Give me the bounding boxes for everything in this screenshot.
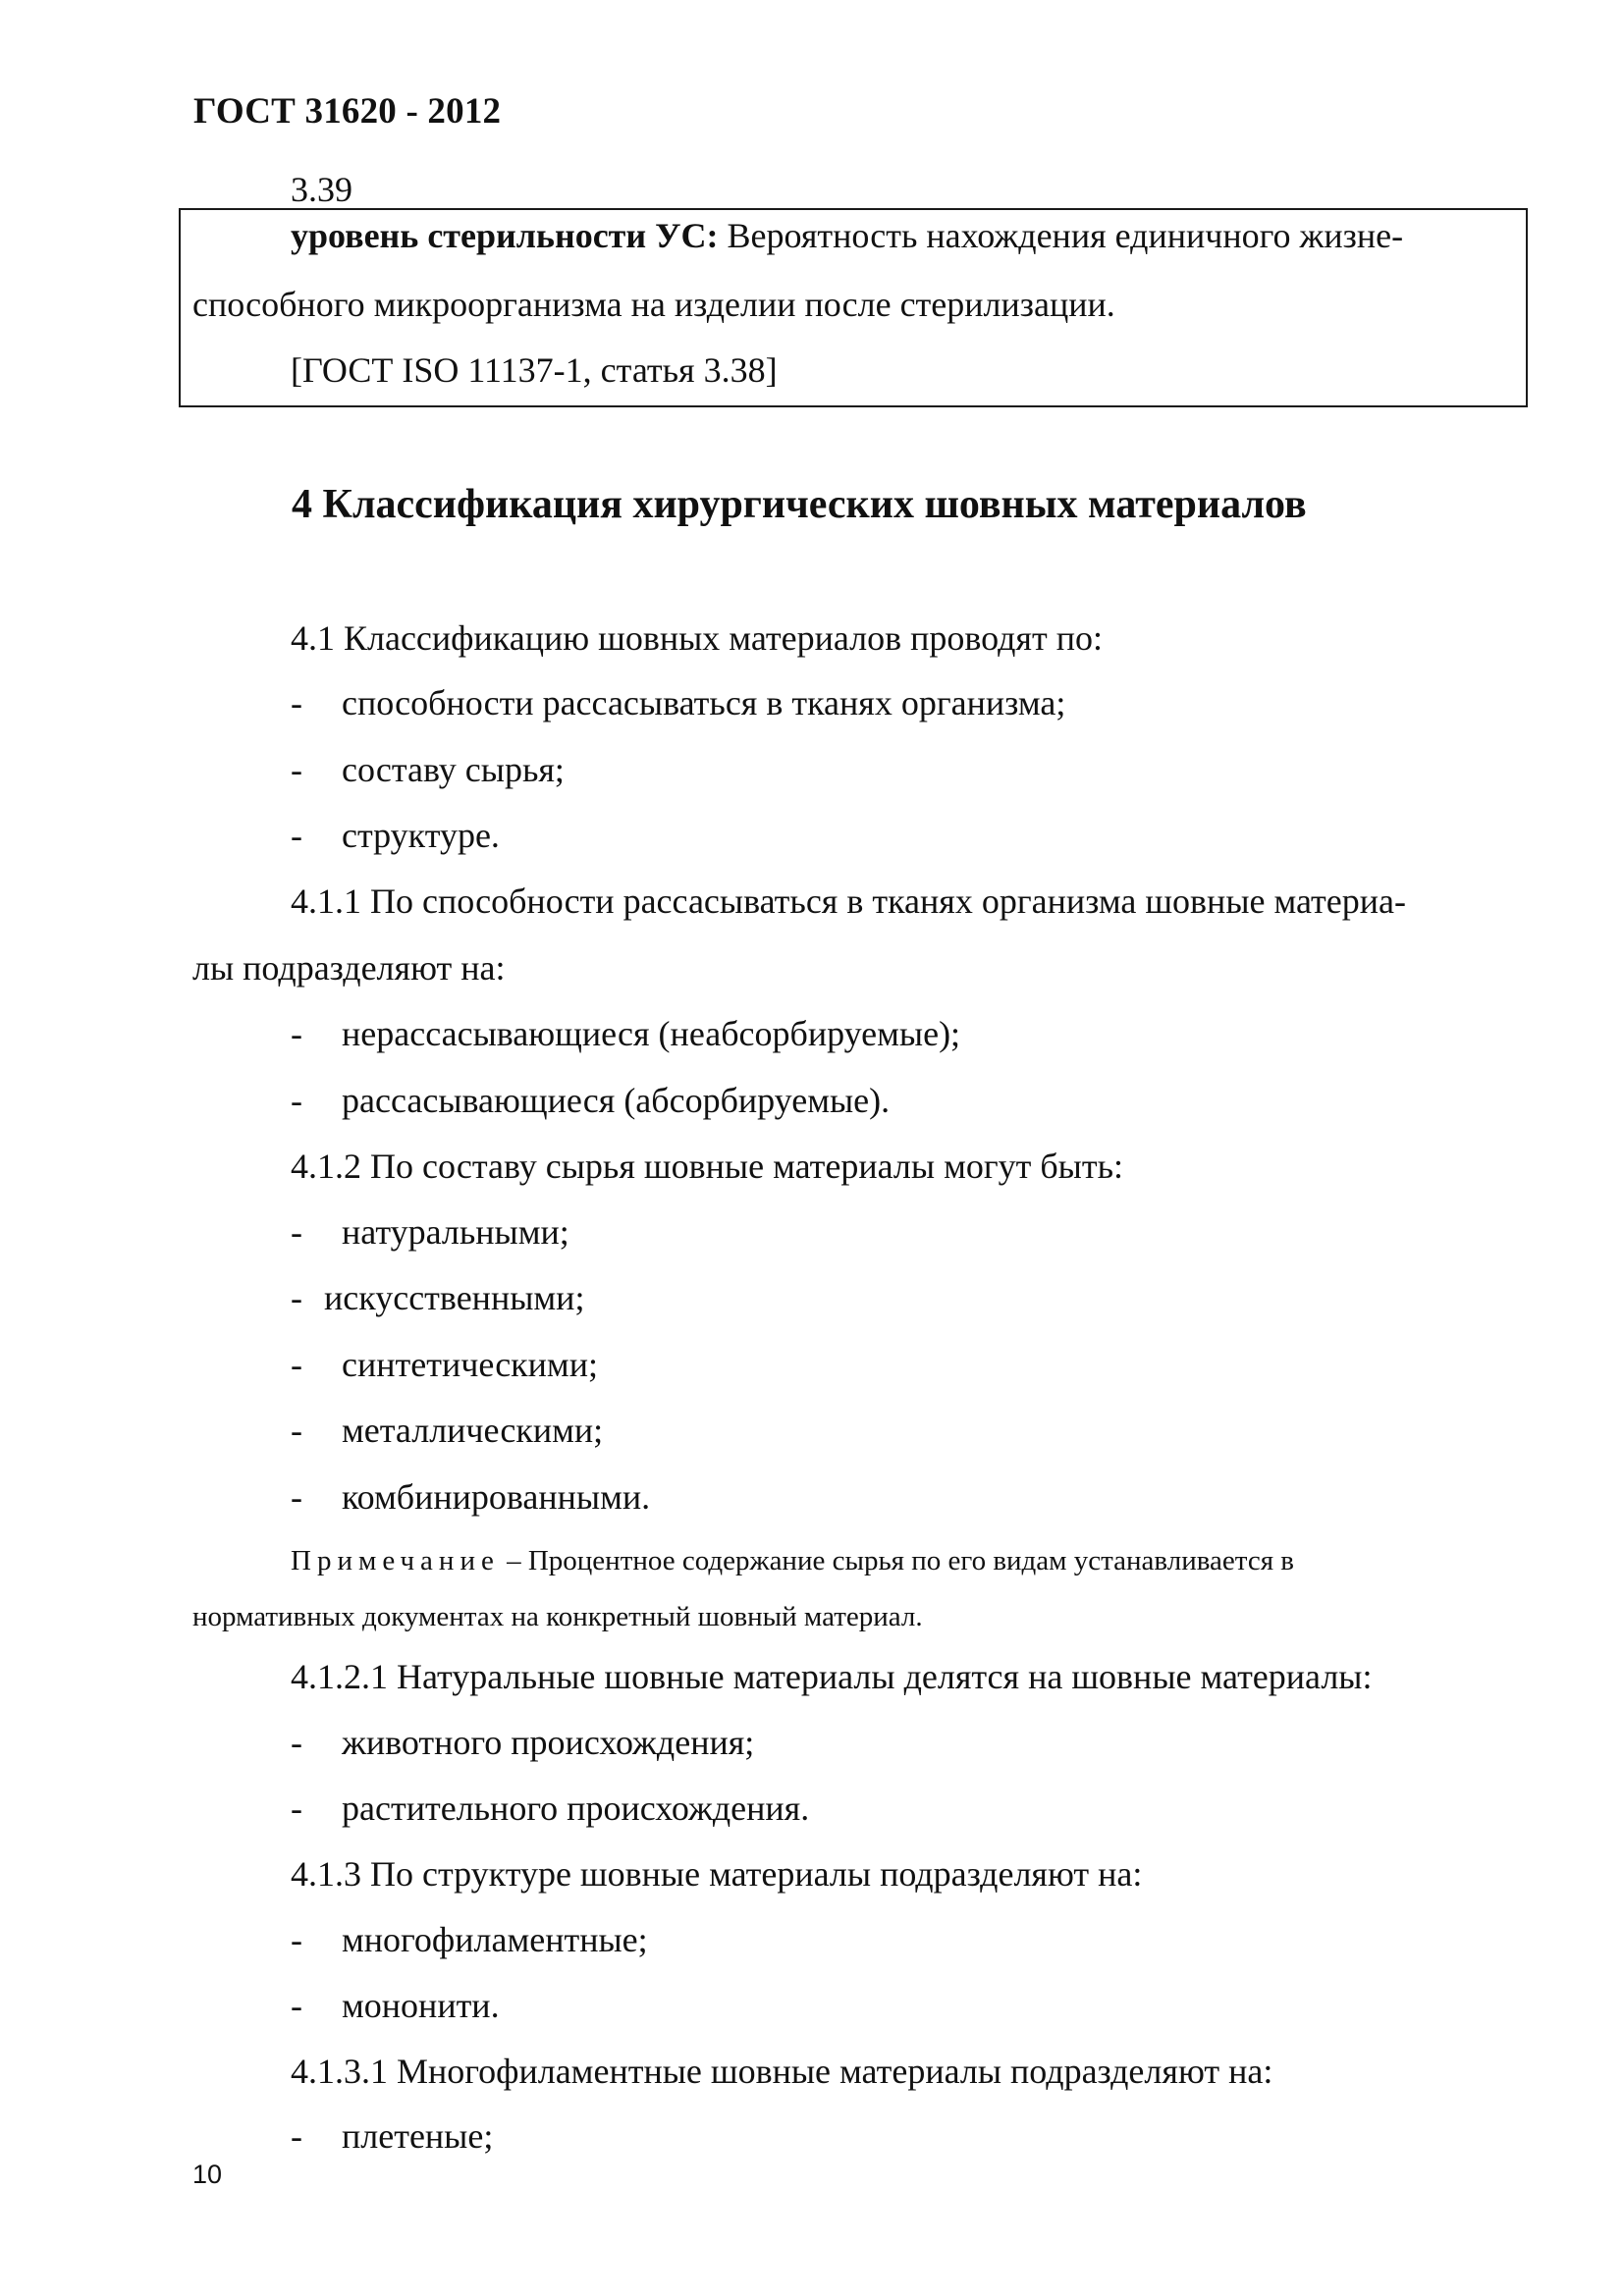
list-dash: - <box>291 2116 302 2156</box>
list-dash: - <box>291 1723 302 1762</box>
clause-number: 3.39 <box>291 170 352 209</box>
list-dash: - <box>291 1014 302 1053</box>
list-dash: - <box>291 1278 302 1317</box>
list-dash: - <box>291 816 302 855</box>
list-item: растительного происхождения. <box>342 1789 810 1828</box>
list-item: натуральными; <box>342 1212 569 1252</box>
paragraph-4-1-2-1: 4.1.2.1 Натуральные шовные материалы делятся на шовные материалы: <box>291 1657 1373 1696</box>
list-dash: - <box>291 1081 302 1120</box>
list-dash: - <box>291 750 302 789</box>
list-item: рассасывающиеся (абсорбируемые). <box>342 1081 891 1120</box>
list-item: комбинированными. <box>342 1477 651 1517</box>
list-item: многофиламентные; <box>342 1920 648 1959</box>
list-item: нерассасывающиеся (неабсорбируемые); <box>342 1014 961 1053</box>
list-item: плетеные; <box>342 2116 494 2156</box>
paragraph-4-1-1-line2: лы подразделяют на: <box>192 948 506 988</box>
list-dash: - <box>291 1212 302 1252</box>
term-definition-part1: Вероятность нахождения единичного жизне- <box>718 216 1404 255</box>
list-item: животного происхождения; <box>342 1723 755 1762</box>
list-dash: - <box>291 1477 302 1517</box>
list-item: металлическими; <box>342 1411 604 1450</box>
paragraph-4-1-1-line1: 4.1.1 По способности рассасываться в тканях организма шовные материа- <box>291 881 1407 921</box>
paragraph-4-1-3: 4.1.3 По структуре шовные материалы подразделяют на: <box>291 1854 1143 1894</box>
list-dash: - <box>291 1345 302 1384</box>
list-item: мононити. <box>342 1986 500 2025</box>
note-label: Примечание <box>291 1545 500 1576</box>
note-line-1 <box>291 1547 1294 1575</box>
term-reference: [ГОСТ ISO 11137-1, статья 3.38] <box>291 350 778 390</box>
standard-header: ГОСТ 31620 - 2012 <box>193 91 502 132</box>
paragraph-4-1-3-1: 4.1.3.1 Многофиламентные шовные материалы подразделяют на: <box>291 2052 1273 2091</box>
list-dash: - <box>291 1920 302 1959</box>
paragraph-4-1: 4.1 Классификацию шовных материалов проводят по: <box>291 618 1103 658</box>
list-item: искусственными; <box>324 1278 585 1317</box>
term-name: уровень стерильности УС: <box>291 216 719 255</box>
list-item: структуре. <box>342 816 500 855</box>
list-dash: - <box>291 1411 302 1450</box>
section-title: 4 Классификация хирургических шовных материалов <box>292 482 1307 527</box>
page-number: 10 <box>192 2160 223 2189</box>
term-definition-part2: способного микроорганизма на изделии после стерилизации. <box>192 285 1115 324</box>
list-dash: - <box>291 683 302 722</box>
list-dash: - <box>291 1789 302 1828</box>
list-item: синтетическими; <box>342 1345 598 1384</box>
note-text-1: – Процентное содержание сырья по его видам устанавливается в <box>499 1545 1294 1576</box>
note-text-2: нормативных документах на конкретный шовный материал. <box>192 1601 923 1632</box>
list-item: способности рассасываться в тканях организма; <box>342 683 1066 722</box>
term-line-1 <box>291 218 1403 253</box>
list-dash: - <box>291 1986 302 2025</box>
paragraph-4-1-2: 4.1.2 По составу сырья шовные материалы могут быть: <box>291 1147 1124 1186</box>
list-item: составу сырья; <box>342 750 565 789</box>
